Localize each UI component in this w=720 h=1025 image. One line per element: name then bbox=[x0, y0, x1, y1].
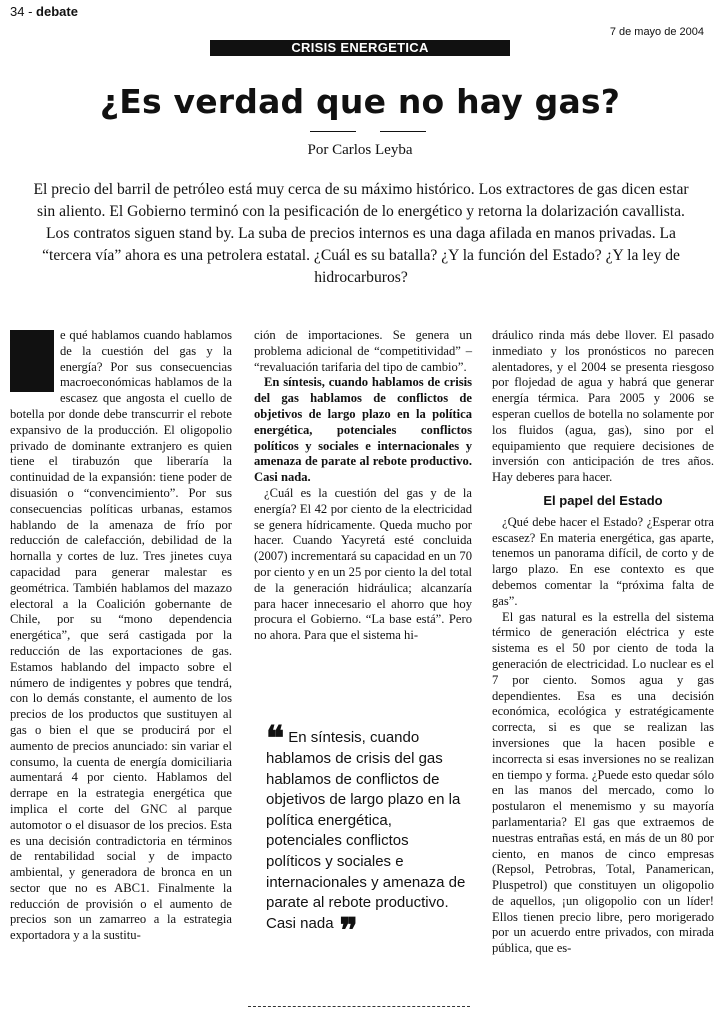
column-3-paragraph-3: El gas natural es la estrella del sistema térmico de generación eléctrica y este sistema es el 50 por ciento de toda la generación de electricidad. Lo nuclear es el 7 por ciento. Somos agua y gas dependientes. Esa es una decisión económica, ecológica y estratégicamente correcta, si es que se realizan las inversiones que la hacen posible e incorrecta si esas inversiones no se realizan en tiempo y forma. ¿Puede esto quedar sólo en las manos del mercado, como lo postularon el menemismo y su mayoría parlamentaria? El gas que extraemos de nuestras entrañas está, en más de un 80 por ciento, en manos de cinco empresas (Repsol, Petrobras, Total, Panamerican, Pluspetrol) que constituyen un oligopolio de aquellos, ¡un oligopolio con un líder! Ellos tienen precio libre, pero morigerado por un acuerdo entre privados, con mirada pública, que es- bbox=[492, 609, 714, 956]
column-1 bbox=[10, 328, 232, 944]
quote-open-mark: ❝ bbox=[266, 719, 285, 759]
quote-close-mark: ❞ bbox=[339, 910, 358, 951]
column-3-paragraph-1: dráulico rinda más debe llover. El pasado inmediato y los pronósticos no parecen alentadores, y el 2004 se presenta riesgoso por flojedad de agua y habrá que generar energía térmica. Para 2005 y 2006 se esperan cuellos de botella no solamente por los fluidos (agua, gas), sino por el equipamiento que requiere decisiones de inversión con anticipación de tres años. Hay deberes para hacer. bbox=[492, 328, 714, 485]
pull-quote bbox=[266, 719, 466, 951]
article-title: ¿Es verdad que no hay gas? bbox=[99, 82, 621, 121]
byline-rule-left bbox=[310, 131, 356, 132]
column-3-subheading: El papel del Estado bbox=[543, 492, 663, 508]
column-3-paragraph-2: ¿Qué debe hacer el Estado? ¿Esperar otra escasez? En materia energética, gas aparte, tenemos un panorama difícil, de corto y de largo plazo. En ese contexto es que debemos comentar la “próxima falta de gas”. bbox=[492, 514, 714, 608]
column-2-paragraph-1: ción de importaciones. Se genera un problema adicional de “competitividad” – “revaluación tarifaria del tipo de cambio”. bbox=[254, 328, 472, 374]
column-2-paragraph-3: ¿Cuál es la cuestión del gas y de la energía? El 42 por ciento de la electricidad se genera hídricamente. Queda mucho por hacer. Cuando Yacyretá esté concluida (2007) incrementará su capacidad en un 70 por ciento y en un 25 por ciento la del total de la generación hidráulica; alcanzaría para hacer innecesario el ahorro que hoy procura el Gobierno. “La base está”. Pero no ahora. Para que el sistema hi- bbox=[254, 485, 472, 643]
publication-name: debate bbox=[36, 4, 78, 19]
column-1-text: e qué hablamos cuando hablamos de la cuestión del gas y la energía? Por sus consecuencias macroeconómicas hablamos de la escasez que angosta el cuello de botella por donde debe transcurrir el rebote expansivo de la producción. El oligopolio privado de dominante extranjero es quien tiene el tirabuzón que liberaría la continuidad de la expansión: tiene poder de disuasión o “convencimiento”. Por sus consecuencias políticas urbanas, estamos hablando de la amenaza de frío por reducción de calefacción, debilidad de la hornalla y cortes de luz. Tres jinetes cuya capacidad para generar malestar es geométrica. También hablamos del mazazo electoral a la Coalición gobernante de Chile, por su “mono dependencia energética”, que será castigada por la reducción de las exportaciones de gas. Estamos hablando del impacto sobre el número de indigentes y pobres que tendrá, con lo demás constante, el aumento de los precios de los productos que sustituyen al gas o bien el que se producirá por el aumento de precios anunciado: sin variar el consumo, la cuenta de energía domiciliaria aumentará 4 por ciento. Hablamos del derrape en la estrategia energética que implica el corte del GNC al parque automotor o el disuasor de los precios. Esta es una decisión contradictoria en términos de rentabilidad social y de impacto ambiental, y generadora de bronca en un sector que no es ABC1. Finalmente la reducción de provisión o el aumento de precios son un zamarreo a la estrategia exportadora y a la sustitu- bbox=[10, 328, 232, 943]
page-number: 34 - debate bbox=[10, 4, 78, 19]
section-banner: CRISIS ENERGETICA bbox=[210, 40, 510, 56]
issue-date: 7 de mayo de 2004 bbox=[609, 26, 704, 38]
pull-quote-rule bbox=[248, 1006, 470, 1007]
byline: Por Carlos Leyba bbox=[307, 142, 413, 158]
column-2 bbox=[254, 328, 472, 644]
pull-quote-text: En síntesis, cuando hablamos de crisis del gas hablamos de conflictos de objetivos de largo plazo en la política energética, potenciales conflictos políticos y sociales e internacionales y amenaza de parate al rebote productivo. Casi nada bbox=[266, 729, 466, 932]
article-lead: El precio del barril de petróleo está muy cerca de su máximo histórico. Los extractores de gas dicen estar sin aliento. El Gobierno terminó con la pesificación de lo energético y retorna la dolarización cavallista. Los contratos siguen stand by. La suba de precios internos es una daga afilada en manos privadas. La “tercera vía” ahora es una petrolera estatal. ¿Cuál es su batalla? ¿Y la función del Estado? ¿Y la ley de hidrocarburos? bbox=[33, 181, 689, 286]
drop-cap: D bbox=[10, 330, 54, 392]
column-3 bbox=[492, 328, 714, 957]
byline-rule-right bbox=[380, 131, 426, 132]
column-2-summary: En síntesis, cuando hablamos de crisis del gas hablamos de conflictos de objetivos de largo plazo en la política energética, potenciales conflictos políticos y sociales e internacionales y amenaza de parate al rebote productivo. Casi nada. bbox=[254, 375, 472, 485]
